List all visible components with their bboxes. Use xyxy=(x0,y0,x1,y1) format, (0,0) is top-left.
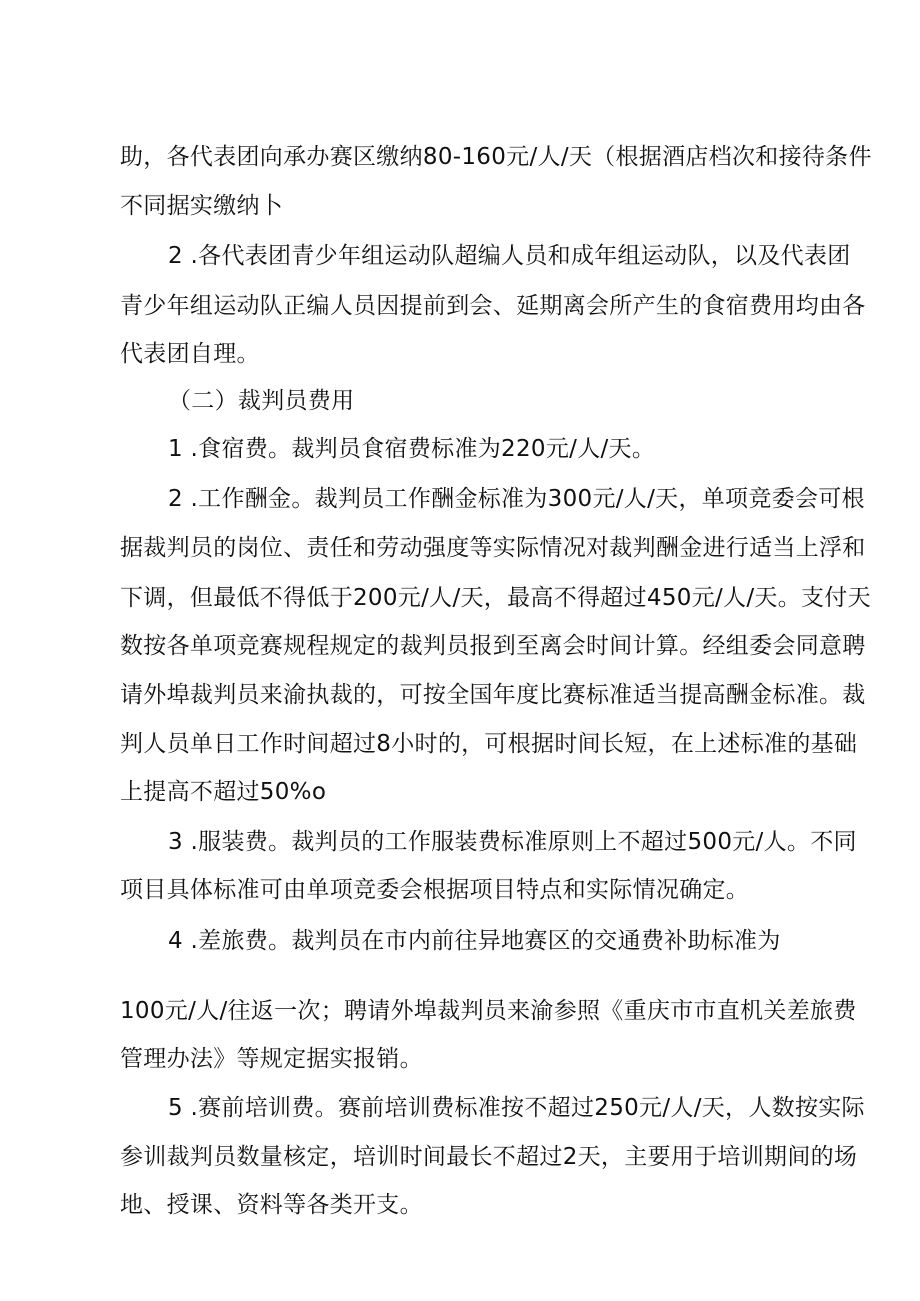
text-line-4: 青少年组运动队正编人员因提前到会、延期离会所产生的食宿费用均由各 xyxy=(120,293,866,319)
text-line-1: 助，各代表团向承办赛区缴纳80-160元/人/天（根据酒店档次和接待条件 xyxy=(120,144,872,170)
text-line-2: 不同据实缴纳卜 xyxy=(120,193,284,219)
text-line-19: 管理办法》等规定据实报销。 xyxy=(120,1046,423,1072)
text-line-22: 地、授课、资料等各类开支。 xyxy=(120,1192,423,1218)
text-line-8: 2 .工作酬金。裁判员工作酬金标准为300元/人/天，单项竞委会可根 xyxy=(168,486,865,512)
text-line-16: 项目具体标准可由单项竞委会根据项目特点和实际情况确定。 xyxy=(120,877,750,903)
text-line-15: 3 .服装费。裁判员的工作服装费标准原则上不超过500元/人。不同 xyxy=(168,829,857,855)
text-line-5: 代表团自理。 xyxy=(120,341,260,367)
text-line-7: 1 .食宿费。裁判员食宿费标准为220元/人/天。 xyxy=(168,436,656,462)
text-line-11: 数按各单项竞赛规程规定的裁判员报到至离会时间计算。经组委会同意聘 xyxy=(120,633,866,659)
text-line-13: 判人员单日工作时间超过8小时的，可根据时间长短，在上述标准的基础 xyxy=(120,731,858,757)
text-line-10: 下调，但最低不得低于200元/人/天，最高不得超过450元/人/天。支付天 xyxy=(120,585,871,611)
section-heading: （二）裁判员费用 xyxy=(168,388,355,414)
text-line-17: 4 .差旅费。裁判员在市内前往异地赛区的交通费补助标准为 xyxy=(168,928,781,954)
text-line-9: 据裁判员的岗位、责任和劳动强度等实际情况对裁判酬金进行适当上浮和 xyxy=(120,535,866,561)
text-line-21: 参训裁判员数量核定，培训时间最长不超过2天，主要用于培训期间的场 xyxy=(120,1144,858,1170)
text-line-20: 5 .赛前培训费。赛前培训费标准按不超过250元/人/天，人数按实际 xyxy=(168,1095,865,1121)
text-line-3: 2 .各代表团青少年组运动队超编人员和成年组运动队，以及代表团 xyxy=(168,243,851,269)
text-line-18: 100元/人/往返一次；聘请外埠裁判员来渝参照《重庆市市直机关差旅费 xyxy=(120,998,857,1024)
text-line-12: 请外埠裁判员来渝执裁的，可按全国年度比赛标准适当提高酬金标准。裁 xyxy=(120,682,866,708)
text-line-14: 上提高不超过50%o xyxy=(120,779,327,805)
